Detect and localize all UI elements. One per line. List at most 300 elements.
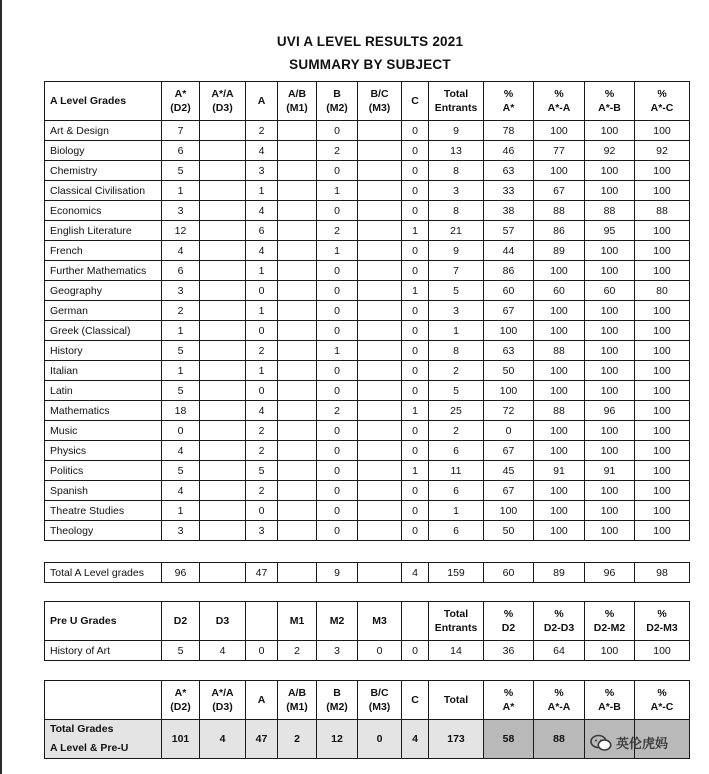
grade-cell: [278, 221, 317, 241]
grade-cell: 2: [278, 641, 317, 661]
column-header: [484, 681, 534, 720]
grade-cell: 91: [585, 461, 635, 481]
grade-cell: 4: [402, 563, 429, 583]
grade-cell: 6: [162, 141, 200, 161]
grade-cell: [358, 301, 402, 321]
grade-cell: 72: [484, 401, 534, 421]
grade-cell: 0: [317, 501, 358, 521]
grade-cell: 88: [534, 201, 585, 221]
column-header-bottom: (D3): [212, 701, 233, 713]
column-header-top: A: [257, 95, 266, 107]
column-header: [534, 681, 585, 720]
column-header-bottom: A*: [502, 701, 515, 713]
grade-cell: 100: [585, 481, 635, 501]
subject-cell: Mathematics: [45, 401, 162, 421]
grade-cell: [278, 481, 317, 501]
column-header: [162, 681, 200, 720]
column-header: [484, 602, 534, 641]
grade-cell: [278, 441, 317, 461]
grade-cell: 1: [402, 281, 429, 301]
grade-cell: 100: [585, 161, 635, 181]
grade-cell: 100: [635, 181, 690, 201]
column-header-top: %: [503, 608, 514, 620]
subject-cell: Art & Design: [45, 121, 162, 141]
grade-cell: 100: [534, 161, 585, 181]
grade-cell: 1: [246, 181, 278, 201]
grade-cell: 100: [635, 481, 690, 501]
subject-cell: Greek (Classical): [45, 321, 162, 341]
column-header-bottom: A*-C: [650, 102, 674, 114]
grade-cell: 92: [635, 141, 690, 161]
column-header-bottom: D2-M2: [593, 622, 626, 634]
grade-cell: [358, 563, 402, 583]
grade-cell: [278, 381, 317, 401]
subject-cell: History: [45, 341, 162, 361]
grade-cell: 100: [534, 301, 585, 321]
table-row: [45, 441, 690, 461]
grade-cell: 18: [162, 401, 200, 421]
grade-cell: 100: [635, 521, 690, 541]
grade-cell: [358, 221, 402, 241]
grade-cell: 78: [484, 121, 534, 141]
header-row: [45, 681, 690, 720]
column-header: [534, 602, 585, 641]
grade-cell: 100: [635, 221, 690, 241]
grade-cell: 1: [162, 361, 200, 381]
column-header: [635, 602, 690, 641]
grade-cell: [278, 461, 317, 481]
grade-cell: 100: [534, 121, 585, 141]
column-header-bottom: A*: [502, 102, 515, 114]
column-header-top: C: [411, 95, 419, 107]
column-header-top: B/C: [370, 88, 389, 100]
column-header-bottom: Entrants: [434, 102, 478, 114]
grade-cell: 47: [246, 563, 278, 583]
grade-cell: 33: [484, 181, 534, 201]
grade-cell: [358, 341, 402, 361]
grade-cell: 8: [429, 161, 484, 181]
grade-cell: [200, 221, 246, 241]
pre-u-table: [44, 601, 690, 661]
grade-cell: [278, 341, 317, 361]
column-header-top: %: [604, 88, 615, 100]
grade-cell: [200, 501, 246, 521]
column-header: [246, 82, 278, 121]
grade-cell: 25: [429, 401, 484, 421]
grade-cell: 100: [534, 441, 585, 461]
grade-cell: 1: [162, 181, 200, 201]
column-header-top: A*: [174, 687, 187, 699]
grade-cell: 88: [534, 401, 585, 421]
header-row: [45, 82, 690, 121]
grade-cell: 8: [429, 341, 484, 361]
grade-cell: 50: [484, 361, 534, 381]
grade-cell: 0: [317, 481, 358, 501]
grade-cell: [278, 321, 317, 341]
grade-cell: 100: [585, 381, 635, 401]
column-header-top: C: [411, 694, 419, 706]
grade-cell: 6: [162, 261, 200, 281]
grade-cell: 5: [162, 461, 200, 481]
grade-cell: 45: [484, 461, 534, 481]
grade-cell: 98: [635, 563, 690, 583]
grade-cell: 0: [317, 161, 358, 181]
page-title: UVI A LEVEL RESULTS 2021: [276, 34, 464, 49]
grade-cell: [358, 321, 402, 341]
table-row: [45, 361, 690, 381]
column-header-top: Total: [443, 88, 469, 100]
grade-cell: 100: [635, 341, 690, 361]
grade-cell: 100: [534, 481, 585, 501]
grade-cell: 67: [534, 181, 585, 201]
column-header: [246, 602, 278, 641]
subject-cell: English Literature: [45, 221, 162, 241]
grade-cell: 86: [534, 221, 585, 241]
grade-cell: 0: [402, 341, 429, 361]
column-header: [429, 602, 484, 641]
grade-cell: 2: [429, 361, 484, 381]
grade-cell: 60: [534, 281, 585, 301]
subject-cell: Politics: [45, 461, 162, 481]
grade-cell: 0: [402, 521, 429, 541]
grade-cell: 9: [317, 563, 358, 583]
grand-total-cell: 0: [358, 720, 402, 759]
column-header-top: %: [554, 88, 564, 100]
grade-cell: [358, 141, 402, 161]
column-header: [162, 82, 200, 121]
column-header-top: %: [657, 88, 667, 100]
grade-cell: 67: [484, 481, 534, 501]
grade-cell: 13: [429, 141, 484, 161]
table-row: [45, 421, 690, 441]
total-row: [45, 563, 690, 583]
grade-cell: 38: [484, 201, 534, 221]
grand-total-cell: 173: [429, 720, 484, 759]
grade-cell: 4: [162, 481, 200, 501]
grade-cell: [200, 241, 246, 261]
grade-cell: 100: [635, 641, 690, 661]
grade-cell: 60: [484, 281, 534, 301]
grade-cell: 86: [484, 261, 534, 281]
column-header-bottom: D2: [501, 622, 516, 634]
grade-cell: 100: [635, 441, 690, 461]
grade-cell: [200, 121, 246, 141]
grade-cell: 0: [317, 281, 358, 301]
grade-cell: 4: [246, 201, 278, 221]
grade-cell: [358, 241, 402, 261]
grade-cell: 0: [317, 121, 358, 141]
grade-cell: [358, 481, 402, 501]
a-level-table: [44, 81, 690, 541]
grade-cell: 0: [402, 241, 429, 261]
grade-cell: 2: [317, 141, 358, 161]
grade-cell: 0: [317, 381, 358, 401]
grade-cell: 0: [246, 501, 278, 521]
column-header: [585, 602, 635, 641]
grade-cell: 6: [429, 521, 484, 541]
grade-cell: 3: [429, 301, 484, 321]
grade-cell: 3: [317, 641, 358, 661]
grade-cell: 0: [402, 441, 429, 461]
grade-cell: 0: [317, 301, 358, 321]
column-header-top: A: [257, 694, 266, 706]
column-header-top: D2: [173, 615, 188, 627]
grade-cell: 5: [246, 461, 278, 481]
table-row: [45, 201, 690, 221]
grade-cell: 0: [402, 181, 429, 201]
subject-cell: Geography: [45, 281, 162, 301]
grade-cell: 100: [534, 381, 585, 401]
grade-cell: [200, 141, 246, 161]
grade-cell: 63: [484, 341, 534, 361]
subject-cell: Classical Civilisation: [45, 181, 162, 201]
grade-cell: 0: [317, 261, 358, 281]
grand-total-cell: 4: [200, 720, 246, 759]
column-header-top: %: [657, 608, 667, 620]
grade-cell: 0: [402, 141, 429, 161]
column-header-bottom: (M3): [368, 102, 391, 114]
grade-cell: 0: [402, 321, 429, 341]
column-header: [246, 681, 278, 720]
column-header-bottom: (M3): [368, 701, 391, 713]
grade-cell: 0: [402, 481, 429, 501]
grand-total-cell: 2: [278, 720, 317, 759]
grade-cell: 100: [585, 341, 635, 361]
grade-cell: 91: [534, 461, 585, 481]
grand-total-cell: 12: [317, 720, 358, 759]
table-row: [45, 401, 690, 421]
grand-total-cell: 101: [162, 720, 200, 759]
grade-cell: 5: [162, 641, 200, 661]
grade-cell: [358, 521, 402, 541]
subject-cell: French: [45, 241, 162, 261]
column-header-top: %: [604, 687, 615, 699]
grade-cell: 100: [635, 421, 690, 441]
grade-cell: 0: [402, 261, 429, 281]
grand-total-cell: 58: [484, 720, 534, 759]
a-level-total-table: [44, 562, 690, 583]
column-header: [402, 82, 429, 121]
grade-cell: 159: [429, 563, 484, 583]
grade-cell: 0: [402, 421, 429, 441]
grade-cell: 0: [246, 281, 278, 301]
grade-cell: [200, 261, 246, 281]
grade-cell: 1: [429, 501, 484, 521]
header-row: [45, 602, 690, 641]
grade-cell: 4: [246, 241, 278, 261]
grade-cell: 88: [585, 201, 635, 221]
grand-total-cell: 47: [246, 720, 278, 759]
column-header-top: B/C: [370, 687, 389, 699]
grade-cell: [278, 301, 317, 321]
column-header: [162, 602, 200, 641]
column-header-top: %: [503, 687, 514, 699]
grade-cell: 88: [534, 341, 585, 361]
grade-cell: [278, 181, 317, 201]
table-row: [45, 521, 690, 541]
grade-cell: 64: [534, 641, 585, 661]
grade-cell: 100: [585, 501, 635, 521]
grade-cell: 1: [402, 221, 429, 241]
grade-cell: 2: [246, 441, 278, 461]
column-header: [402, 602, 429, 641]
grade-cell: [200, 521, 246, 541]
grade-cell: [278, 281, 317, 301]
grade-cell: 4: [246, 401, 278, 421]
grade-cell: 100: [635, 461, 690, 481]
column-header: [585, 681, 635, 720]
table-row: [45, 221, 690, 241]
grade-cell: 88: [635, 201, 690, 221]
grade-cell: 100: [635, 381, 690, 401]
column-header-bottom: A*-A: [547, 102, 571, 114]
column-header-bottom: (M2): [326, 102, 348, 114]
column-header-bottom: D2-D3: [543, 622, 575, 634]
column-header: [200, 602, 246, 641]
grade-cell: 0: [162, 421, 200, 441]
grade-cell: 100: [585, 521, 635, 541]
column-header-bottom: A*-B: [598, 102, 621, 114]
grade-cell: 60: [484, 563, 534, 583]
grade-cell: 8: [429, 201, 484, 221]
grade-cell: 0: [402, 201, 429, 221]
column-header-top: %: [657, 687, 667, 699]
grade-cell: 100: [635, 501, 690, 521]
grade-cell: [278, 501, 317, 521]
grade-cell: 0: [246, 321, 278, 341]
grade-cell: 100: [585, 641, 635, 661]
grade-cell: 100: [585, 301, 635, 321]
grade-cell: 0: [317, 201, 358, 221]
grade-cell: 14: [429, 641, 484, 661]
table-row: [45, 141, 690, 161]
grade-cell: 0: [402, 501, 429, 521]
grade-cell: 6: [246, 221, 278, 241]
grade-cell: 63: [484, 161, 534, 181]
grade-cell: 0: [317, 521, 358, 541]
column-header: [200, 681, 246, 720]
grade-cell: 100: [635, 321, 690, 341]
subject-cell: Theology: [45, 521, 162, 541]
grade-cell: 100: [585, 421, 635, 441]
column-header-top: %: [503, 88, 514, 100]
grade-cell: 50: [484, 521, 534, 541]
grade-cell: 57: [484, 221, 534, 241]
grade-cell: [200, 481, 246, 501]
grade-cell: [200, 201, 246, 221]
grade-cell: [358, 201, 402, 221]
table-row: [45, 241, 690, 261]
grade-cell: 7: [429, 261, 484, 281]
grade-cell: 100: [534, 521, 585, 541]
subject-cell: History of Art: [45, 641, 162, 661]
grade-cell: 36: [484, 641, 534, 661]
grade-cell: [200, 381, 246, 401]
grade-cell: 100: [534, 321, 585, 341]
column-header-bottom: A*-B: [598, 701, 621, 713]
table-row: [45, 341, 690, 361]
column-header: [317, 82, 358, 121]
grade-cell: 6: [429, 441, 484, 461]
row-label-header: Pre U Grades: [45, 602, 162, 641]
grade-cell: [278, 201, 317, 221]
grade-cell: 67: [484, 441, 534, 461]
grade-cell: 1: [162, 501, 200, 521]
subject-cell: Italian: [45, 361, 162, 381]
grade-cell: [278, 361, 317, 381]
grade-cell: [200, 401, 246, 421]
grade-cell: [200, 461, 246, 481]
grade-cell: 100: [534, 421, 585, 441]
grade-cell: [278, 521, 317, 541]
grade-cell: 100: [635, 161, 690, 181]
grade-cell: [200, 421, 246, 441]
column-header-top: A*/A: [211, 88, 234, 100]
grade-cell: 0: [402, 161, 429, 181]
grade-cell: 2: [317, 401, 358, 421]
grade-cell: [358, 401, 402, 421]
grade-cell: 100: [635, 121, 690, 141]
grade-cell: 0: [317, 361, 358, 381]
subject-cell: Biology: [45, 141, 162, 161]
grade-cell: 100: [635, 241, 690, 261]
grade-cell: [200, 441, 246, 461]
grade-cell: 80: [635, 281, 690, 301]
column-header: [429, 681, 484, 720]
grade-cell: [278, 563, 317, 583]
column-header-bottom: (D2): [170, 701, 191, 713]
grade-cell: 96: [585, 401, 635, 421]
column-header-bottom: (M2): [326, 701, 348, 713]
grade-cell: [200, 563, 246, 583]
table-row: [45, 161, 690, 181]
grade-cell: 9: [429, 121, 484, 141]
subject-cell: Further Mathematics: [45, 261, 162, 281]
column-header: [200, 82, 246, 121]
page-edge: [0, 0, 2, 774]
grade-cell: 95: [585, 221, 635, 241]
grade-cell: [278, 141, 317, 161]
column-header-top: D3: [215, 615, 230, 627]
grade-cell: 100: [585, 121, 635, 141]
column-header: [358, 82, 402, 121]
column-header-bottom: (M1): [286, 102, 308, 114]
grade-cell: 100: [635, 361, 690, 381]
table-row: [45, 321, 690, 341]
grade-cell: 0: [402, 381, 429, 401]
column-header-top: M2: [329, 615, 345, 627]
column-header-top: %: [554, 687, 564, 699]
grade-cell: 100: [585, 261, 635, 281]
grade-cell: [278, 401, 317, 421]
column-header-top: A/B: [287, 687, 307, 699]
column-header-bottom: (M1): [286, 701, 308, 713]
table-row: [45, 301, 690, 321]
grade-cell: 96: [162, 563, 200, 583]
grade-cell: 100: [585, 441, 635, 461]
grand-total-label-line1: Total Grades: [50, 723, 114, 735]
column-header-bottom: (D2): [170, 102, 191, 114]
grade-cell: [358, 501, 402, 521]
grade-cell: 1: [429, 321, 484, 341]
grade-cell: 0: [317, 421, 358, 441]
blank-header-cell: [45, 681, 162, 720]
page-subtitle: SUMMARY BY SUBJECT: [289, 57, 451, 72]
subject-cell: Theatre Studies: [45, 501, 162, 521]
grade-cell: 0: [246, 641, 278, 661]
column-header-top: B: [333, 687, 341, 699]
grade-cell: 0: [402, 641, 429, 661]
